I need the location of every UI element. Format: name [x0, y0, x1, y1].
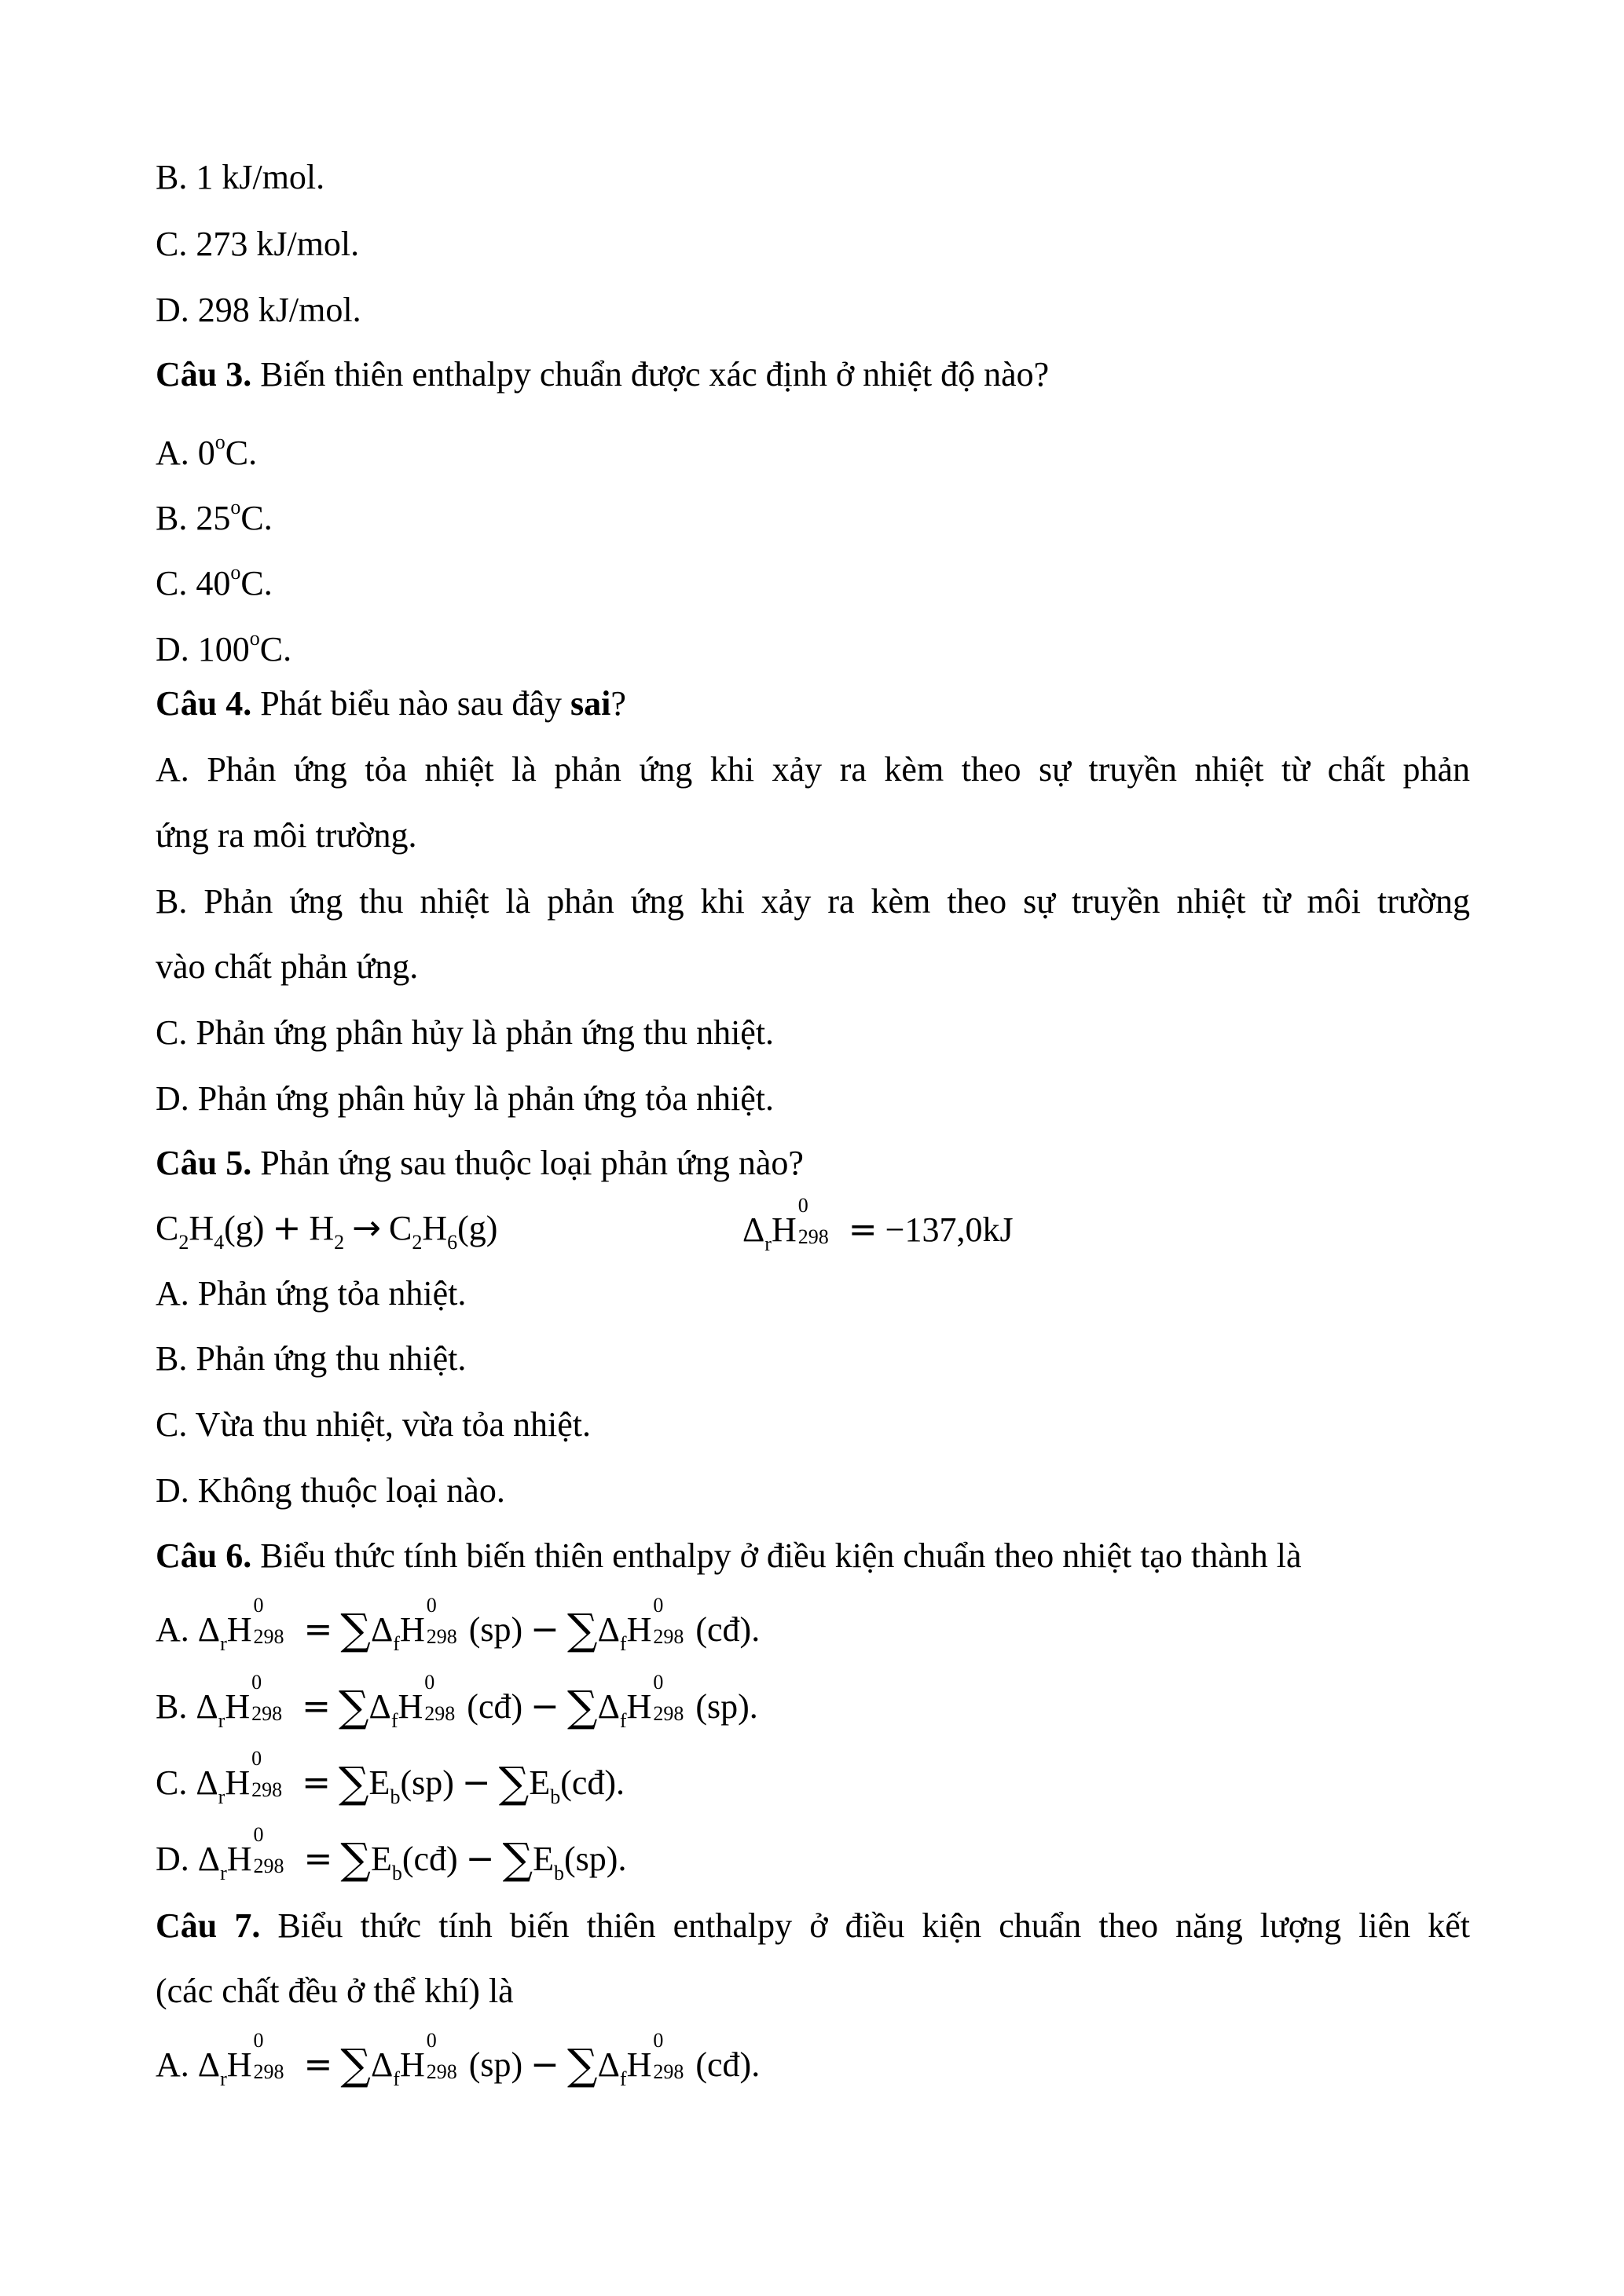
option-q4-b-line1: B. Phản ứng thu nhiệt là phản ứng khi xảy ra kèm theo sự truyền nhiệt từ môi trường [156, 882, 1470, 921]
eq-subscript: 6 [447, 1231, 458, 1254]
eq-superscript: 0 [797, 1194, 808, 1217]
eq-operator: + [272, 1208, 302, 1248]
emphasis-text: sai [570, 684, 611, 723]
eq-symbol: H [225, 1763, 251, 1802]
degree-sign: o [230, 561, 241, 584]
eq-operator: = [302, 1763, 331, 1803]
eq-subscript: 298 [653, 1702, 684, 1725]
question-4 [156, 682, 626, 726]
eq-sub-sup [252, 1594, 296, 1648]
eq-sub-sup [250, 1671, 294, 1725]
eq-term: (cđ) [695, 1610, 752, 1649]
eq-symbol: E [368, 1763, 390, 1802]
eq-period: . [749, 1687, 758, 1726]
eq-sub-sup [423, 1671, 467, 1725]
eq-period: . [751, 2045, 761, 2084]
eq-term: (sp) [468, 2045, 523, 2084]
eq-subscript: b [390, 1785, 401, 1808]
question-text: Phát biểu nào sau đây [251, 684, 570, 723]
eq-symbol: H [626, 1687, 652, 1726]
eq-operator: = [848, 1210, 878, 1250]
eq-operator: = [302, 1686, 331, 1727]
eq-sub-sup [425, 2029, 469, 2083]
eq-superscript: 0 [253, 1823, 264, 1846]
option-q2-c: C. 273 kJ/mol. [156, 225, 360, 263]
eq-symbol: H [309, 1209, 335, 1247]
option-text: D. 100 [156, 630, 250, 668]
eq-superscript: 0 [424, 1671, 435, 1694]
eq-subscript: r [764, 1232, 772, 1255]
option-letter: C. [156, 1763, 196, 1802]
eq-subscript: r [218, 1709, 225, 1732]
option-q3-c [156, 551, 273, 606]
eq-subscript: r [220, 1862, 227, 1884]
question-text: ? [610, 684, 626, 723]
option-q3-d [156, 617, 291, 672]
eq-period: . [616, 1763, 625, 1802]
eq-symbol: H [189, 1209, 214, 1247]
eq-term: (sp) [468, 1610, 523, 1649]
eq-subscript: 2 [334, 1231, 345, 1254]
eq-subscript: 4 [214, 1231, 225, 1254]
eq-state: (g) [457, 1209, 498, 1247]
option-q5-c: C. Vừa thu nhiệt, vừa tỏa nhiệt. [156, 1405, 592, 1444]
eq-subscript: 2 [178, 1231, 189, 1254]
delta-symbol: Δ [196, 1687, 218, 1726]
enthalpy-value: −137,0kJ [885, 1210, 1014, 1249]
option-q2-b: B. 1 kJ/mol. [156, 158, 325, 196]
eq-symbol: H [626, 2045, 652, 2084]
eq-sub-sup [651, 1671, 695, 1725]
sum-symbol: ∑ [340, 1605, 371, 1654]
delta-symbol: Δ [370, 1610, 394, 1649]
eq-operator: − [465, 1839, 495, 1879]
eq-subscript: r [220, 2067, 227, 2090]
question-7-line2: (các chất đều ở thể khí) là [156, 1972, 514, 2010]
option-q3-a [156, 420, 257, 475]
eq-subscript: f [393, 1632, 400, 1655]
eq-subscript: 2 [412, 1231, 423, 1254]
eq-subscript: f [619, 1632, 627, 1655]
option-letter: A. [156, 1610, 198, 1649]
question-label: Câu 7. [156, 1906, 261, 1945]
sum-symbol: ∑ [340, 2040, 371, 2089]
eq-symbol: C [156, 1209, 179, 1247]
eq-symbol: H [226, 2045, 252, 2084]
option-text: A. 0 [156, 434, 215, 472]
option-text: C. [259, 630, 292, 668]
eq-operator: = [303, 1839, 333, 1879]
eq-subscript: 298 [653, 1625, 684, 1648]
eq-sub-sup [651, 2029, 695, 2083]
option-text: B. 25 [156, 499, 231, 537]
eq-superscript: 0 [653, 1671, 664, 1694]
eq-subscript: 298 [653, 2060, 684, 2083]
sum-symbol: ∑ [338, 1758, 369, 1807]
sum-symbol: ∑ [338, 1682, 369, 1731]
eq-symbol: H [399, 1610, 425, 1649]
delta-symbol: Δ [370, 2045, 394, 2084]
eq-superscript: 0 [251, 1671, 262, 1694]
eq-subscript: b [391, 1862, 402, 1884]
sum-symbol: ∑ [502, 1834, 533, 1884]
option-q4-a-line2: ứng ra môi trường. [156, 816, 417, 855]
eq-subscript: 298 [251, 1702, 283, 1725]
option-q4-b-line2: vào chất phản ứng. [156, 947, 419, 986]
question-label: Câu 5. [156, 1144, 252, 1182]
eq-symbol: H [398, 1687, 423, 1726]
eq-operator: − [530, 2045, 560, 2085]
eq-subscript: f [393, 2067, 400, 2090]
eq-symbol: H [225, 1687, 251, 1726]
delta-symbol: Δ [742, 1210, 765, 1249]
question-label: Câu 4. [156, 684, 252, 723]
eq-subscript: 298 [426, 1625, 457, 1648]
eq-operator: − [461, 1763, 491, 1803]
option-q6-d [156, 1823, 627, 1895]
eq-period: . [618, 1840, 627, 1878]
option-q5-d: D. Không thuộc loại nào. [156, 1471, 505, 1510]
eq-symbol: C [388, 1209, 412, 1247]
option-text: C. [240, 564, 273, 602]
sum-symbol: ∑ [498, 1758, 530, 1807]
question-text: Biểu thức tính biến thiên enthalpy ở điều kiện chuẩn theo năng lượng liên kết [260, 1906, 1470, 1945]
eq-superscript: 0 [251, 1747, 262, 1770]
eq-subscript: r [220, 1632, 227, 1655]
eq-superscript: 0 [426, 2029, 437, 2052]
eq-arrow: → [352, 1208, 381, 1248]
eq-subscript: 298 [253, 1855, 284, 1877]
option-q3-b [156, 485, 273, 540]
option-text: C. [225, 434, 258, 472]
eq-symbol: E [529, 1763, 551, 1802]
sum-symbol: ∑ [340, 1834, 371, 1884]
degree-sign: o [214, 430, 225, 453]
delta-symbol: Δ [597, 1610, 620, 1649]
sum-symbol: ∑ [567, 1605, 598, 1654]
option-letter: D. [156, 1840, 198, 1878]
eq-symbol: H [422, 1209, 448, 1247]
option-q4-d: D. Phản ứng phân hủy là phản ứng tỏa nhiệt. [156, 1079, 775, 1118]
eq-operator: = [303, 2045, 333, 2085]
eq-superscript: 0 [653, 1594, 664, 1617]
eq-symbol: E [533, 1840, 555, 1878]
option-q7-a [156, 2029, 761, 2101]
option-q6-a [156, 1594, 761, 1666]
degree-sign: o [230, 496, 241, 518]
delta-symbol: Δ [197, 2045, 221, 2084]
option-letter: B. [156, 1687, 196, 1726]
question-label: Câu 6. [156, 1536, 252, 1575]
option-letter: A. [156, 2045, 198, 2084]
eq-subscript: b [554, 1862, 565, 1884]
eq-subscript: 298 [797, 1225, 829, 1248]
eq-term: (cđ) [467, 1687, 523, 1726]
eq-sub-sup [651, 1594, 695, 1648]
option-q6-c [156, 1747, 625, 1819]
option-q6-b [156, 1671, 758, 1743]
eq-superscript: 0 [253, 1594, 264, 1617]
eq-subscript: f [619, 1709, 627, 1732]
eq-term: (sp) [695, 1687, 750, 1726]
reaction-enthalpy [742, 1194, 1014, 1266]
eq-subscript: b [550, 1785, 561, 1808]
eq-subscript: f [390, 1709, 398, 1732]
eq-operator: − [530, 1686, 560, 1727]
delta-symbol: Δ [597, 2045, 620, 2084]
delta-symbol: Δ [368, 1687, 391, 1726]
eq-subscript: 298 [253, 2060, 284, 2083]
eq-state: (g) [224, 1209, 265, 1247]
delta-symbol: Δ [197, 1840, 221, 1878]
eq-sub-sup [425, 1594, 469, 1648]
eq-subscript: 298 [253, 1625, 284, 1648]
question-text: Phản ứng sau thuộc loại phản ứng nào? [251, 1144, 804, 1182]
eq-sub-sup [252, 1823, 296, 1877]
eq-subscript: 298 [426, 2060, 457, 2083]
question-text: Biến thiên enthalpy chuẩn được xác định ở nhiệt độ nào? [251, 355, 1050, 394]
eq-period: . [751, 1610, 761, 1649]
option-text: C. [240, 499, 273, 537]
eq-symbol: E [370, 1840, 392, 1878]
eq-superscript: 0 [253, 2029, 264, 2052]
option-q5-b: B. Phản ứng thu nhiệt. [156, 1339, 467, 1378]
eq-symbol: H [626, 1610, 652, 1649]
option-q4-c: C. Phản ứng phân hủy là phản ứng thu nhiệt. [156, 1013, 775, 1052]
eq-term: (cđ) [401, 1840, 458, 1878]
eq-sub-sup [252, 2029, 296, 2083]
question-6 [156, 1534, 1301, 1578]
eq-symbol: H [226, 1610, 252, 1649]
option-text: C. 40 [156, 564, 231, 602]
eq-term: (cđ) [560, 1763, 617, 1802]
delta-symbol: Δ [597, 1687, 620, 1726]
sum-symbol: ∑ [567, 2040, 598, 2089]
eq-term: (cđ) [695, 2045, 752, 2084]
eq-operator: − [530, 1609, 560, 1650]
eq-term: (sp) [400, 1763, 454, 1802]
eq-sub-sup [250, 1747, 294, 1801]
eq-superscript: 0 [653, 2029, 664, 2052]
delta-symbol: Δ [197, 1610, 221, 1649]
eq-symbol: H [771, 1210, 797, 1249]
eq-symbol: H [226, 1840, 252, 1878]
eq-operator: = [303, 1609, 333, 1650]
eq-subscript: 298 [424, 1702, 456, 1725]
degree-sign: o [249, 627, 260, 650]
question-3 [156, 353, 1049, 397]
option-q2-d: D. 298 kJ/mol. [156, 291, 361, 329]
eq-subscript: 298 [251, 1778, 283, 1801]
question-text: Biểu thức tính biến thiên enthalpy ở điều kiện chuẩn theo nhiệt tạo thành là [251, 1536, 1302, 1575]
option-q4-a-line1: A. Phản ứng tỏa nhiệt là phản ứng khi xảy ra kèm theo sự truyền nhiệt từ chất phản [156, 750, 1470, 789]
question-7-line1 [156, 1904, 1470, 1948]
eq-term: (sp) [564, 1840, 618, 1878]
sum-symbol: ∑ [567, 1682, 598, 1731]
eq-subscript: r [218, 1785, 225, 1808]
eq-subscript: f [619, 2067, 627, 2090]
option-q5-a: A. Phản ứng tỏa nhiệt. [156, 1274, 467, 1313]
question-label: Câu 3. [156, 355, 252, 394]
delta-symbol: Δ [196, 1763, 218, 1802]
eq-superscript: 0 [426, 1594, 437, 1617]
eq-symbol: H [399, 2045, 425, 2084]
eq-sub-sup [797, 1194, 841, 1248]
question-5 [156, 1141, 804, 1185]
reaction-equation [156, 1207, 497, 1265]
